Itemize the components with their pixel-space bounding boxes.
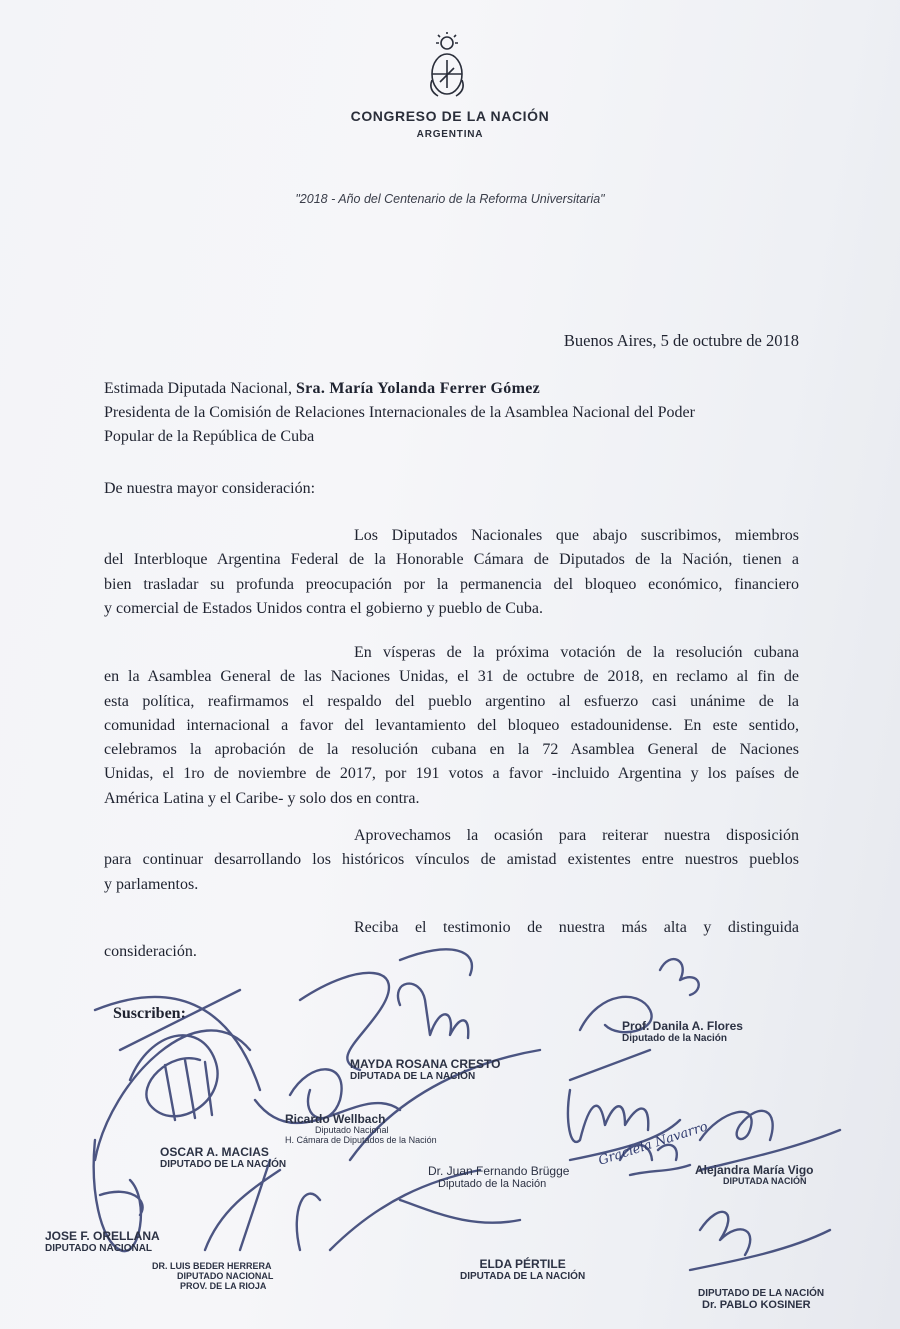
signer-role-line-2: PROV. DE LA RIOJA (180, 1280, 267, 1291)
signer-role: Diputado de la Nación (622, 1033, 728, 1045)
signer-role: DIPUTADA NACIÓN (723, 1176, 807, 1187)
paragraph-line: Reciba el testimonio de nuestra más alta y distinguida (354, 919, 799, 936)
paragraph-line: y comercial de Estados Unidos contra el gobierno y pueblo de Cuba. (104, 599, 543, 617)
signers-label: Suscriben: (113, 1005, 186, 1022)
signer-name: DR. LUIS BEDER HERRERA (152, 1261, 272, 1271)
paragraph-line: comunidad internacional a favor del levantamiento del bloqueo estadounidense. En este sentido, (104, 716, 799, 734)
paragraph-line: esta política, reafirmamos el respaldo del pueblo argentino al esfuerzo casi unánime de la (104, 692, 799, 710)
paragraph-line: Los Diputados Nacionales que abajo suscribimos, miembros (354, 527, 799, 544)
paragraph-line: En vísperas de la próxima votación de la resolución cubana (354, 644, 799, 661)
signer-name: Dr. Juan Fernando Brügge (428, 1164, 570, 1178)
signature-cresto (350, 1058, 500, 1082)
signer-name: JOSE F. ORELLANA (45, 1229, 160, 1243)
signer-role: DIPUTADA DE LA NACIÓN (460, 1271, 586, 1283)
organization-country: ARGENTINA (416, 129, 484, 140)
address-line-2: Presidenta de la Comisión de Relaciones Internacionales de la Asamblea Nacional del Poder (104, 404, 695, 421)
paragraph-line: celebramos la aprobación de la resolución cubana en la 72 Asamblea General de Naciones (104, 741, 799, 759)
address-prefix: Estimada Diputada Nacional, (104, 380, 292, 397)
signer-role: DIPUTADA DE LA NACIÓN (350, 1071, 476, 1083)
paragraph-line: del Interbloque Argentina Federal de la Honorable Cámara de Diputados de la Nación, tienen a (104, 551, 799, 569)
paragraph-line: Unidas, el 1ro de noviembre de 2017, por 191 votos a favor -incluido Argentina y los países de (104, 765, 799, 783)
signature-flores (622, 1020, 743, 1044)
signature-orellana (45, 1230, 160, 1254)
signer-role: DIPUTADO NACIONAL (177, 1270, 274, 1281)
signature-pertile (460, 1258, 585, 1282)
signer-name: MAYDA ROSANA CRESTO (350, 1057, 501, 1071)
paragraph-line: América Latina y el Caribe- y solo dos en contra. (104, 789, 420, 807)
signature-brugge (428, 1165, 569, 1190)
signer-role-line-2: H. Cámara de Diputados de la Nación (285, 1135, 437, 1146)
signer-role: DIPUTADO NACIONAL (45, 1243, 153, 1255)
signer-name: ELDA PÉRTILE (479, 1257, 566, 1271)
signer-name: Prof. Danila A. Flores (622, 1019, 743, 1033)
letter-date: Buenos Aires, 5 de octubre de 2018 (563, 331, 799, 350)
signer-role: DIPUTADO DE LA NACIÓN (698, 1288, 825, 1299)
year-motto: "2018 - Año del Centenario de la Reforma Universitaria" (295, 192, 605, 206)
signer-name: Dr. PABLO KOSINER (702, 1299, 811, 1311)
signature-kosiner (698, 1288, 824, 1311)
signature-wellbach (285, 1113, 437, 1146)
signer-name: OSCAR A. MACIAS (160, 1145, 269, 1159)
paragraph-line: en la Asamblea General de las Naciones Unidas, el 31 de octubre de 2018, en reclamo al fin de (104, 668, 799, 686)
paragraph-line: consideración. (104, 943, 197, 961)
handwritten-note: Graciela Navarro (596, 1119, 710, 1169)
signer-role: DIPUTADO DE LA NACIÓN (160, 1159, 287, 1171)
signer-role: Diputado de la Nación (438, 1178, 547, 1191)
signer-name: Alejandra María Vigo (695, 1163, 814, 1177)
paragraph-line: para continuar desarrollando los históricos vínculos de amistad existentes entre nuestros pueblos (104, 851, 799, 869)
signature-macias (160, 1146, 286, 1170)
signature-vigo (695, 1164, 813, 1187)
paragraph-line: y parlamentos. (104, 875, 199, 893)
greeting: De nuestra mayor consideración: (104, 480, 316, 497)
paragraph-line: Aprovechamos la ocasión para reiterar nuestra disposición (354, 827, 799, 844)
organization-name: CONGRESO DE LA NACIÓN (350, 108, 550, 124)
signature-beder-herrera (152, 1262, 273, 1292)
signer-role: Diputado Nacional (315, 1125, 389, 1136)
address-line-3: Popular de la República de Cuba (104, 428, 315, 445)
signer-name: Ricardo Wellbach (285, 1112, 386, 1126)
addressee-name: Sra. María Yolanda Ferrer Gómez (295, 380, 540, 397)
paragraph-line: bien trasladar su profunda preocupación por la permanencia del bloqueo económico, financiero (104, 575, 799, 593)
